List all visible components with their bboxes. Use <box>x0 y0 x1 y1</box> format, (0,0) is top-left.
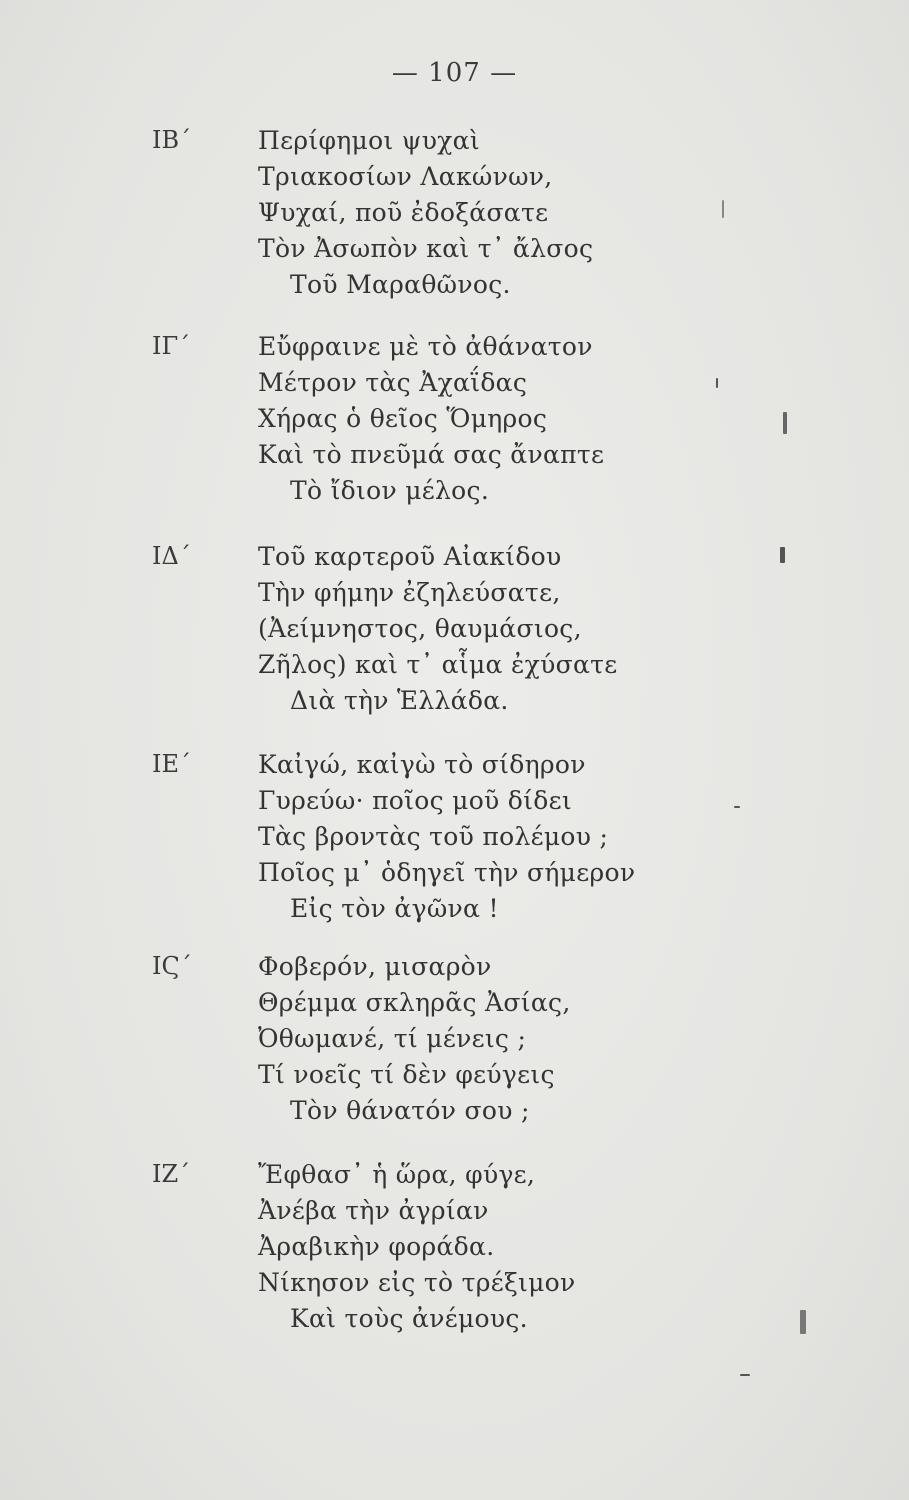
verse-line: Χήρας ὁ θεῖος Ὅμηρος <box>258 404 548 433</box>
stanza-numeral: IϚ΄ <box>152 952 192 980</box>
verse-line: Γυρεύω· ποῖος μοῦ δίδει <box>258 786 572 815</box>
verse-line: Καὶ τοὺς ἀνέμους. <box>290 1304 528 1333</box>
print-speck <box>734 806 740 808</box>
verse-line: Καὶ τὸ πνεῦμά σας ἄναπτε <box>258 440 605 469</box>
verse-line: Τοῦ Μαραθῶνος. <box>290 270 511 299</box>
verse-line: Νίκησον εἰς τὸ τρέξιμον <box>258 1268 576 1297</box>
verse-line: Τί νοεῖς τί δὲν φεύγεις <box>258 1060 555 1089</box>
print-speck <box>800 1310 806 1334</box>
stanza-numeral: IΖ΄ <box>152 1160 191 1188</box>
verse-line: Τὸν Ἀσωπὸν καὶ τ᾽ ἄλσος <box>258 234 594 263</box>
print-speck <box>783 412 787 434</box>
print-speck <box>722 200 724 218</box>
verse-line: Ψυχαί, ποῦ ἐδοξάσατε <box>258 198 549 227</box>
verse-line: Ἔφθασ᾽ ἡ ὥρα, φύγε, <box>258 1160 536 1189</box>
verse-line: Τὸν θάνατόν σου ; <box>290 1096 530 1125</box>
verse-line: Τὰς βροντὰς τοῦ πολέμου ; <box>258 822 609 851</box>
verse-line: Διὰ τὴν Ἑλλάδα. <box>290 686 509 715</box>
verse-line: Ἀραβικὴν φοράδα. <box>258 1232 495 1261</box>
print-speck <box>740 1374 750 1376</box>
verse-line: Θρέμμα σκληρᾶς Ἀσίας, <box>258 988 571 1017</box>
verse-line: Τὴν φήμην ἐζηλεύσατε, <box>258 578 561 607</box>
print-speck <box>780 547 785 563</box>
verse-line: Ὀθωμανέ, τί μένεις ; <box>258 1024 527 1053</box>
stanza-numeral: IΔ΄ <box>152 542 191 570</box>
page-number: — 107 — <box>391 58 518 88</box>
verse-line: Εὔφραινε μὲ τὸ ἀθάνατον <box>258 332 593 361</box>
stanza-numeral: IΓ΄ <box>152 332 191 360</box>
stanza-numeral: IΒ΄ <box>152 126 192 154</box>
verse-line: Ζῆλος) καὶ τ᾽ αἷμα ἐχύσατε <box>258 650 618 679</box>
verse-line: Τοῦ καρτεροῦ Αἰακίδου <box>258 542 562 571</box>
verse-line: Ποῖος μ᾽ ὁδηγεῖ τὴν σήμερον <box>258 858 636 887</box>
verse-line: (Ἀείμνηστος, θαυμάσιος, <box>258 614 582 643</box>
print-speck <box>716 378 718 388</box>
verse-line: Ἀνέβα τὴν ἀγρίαν <box>258 1196 489 1225</box>
verse-line: Περίφημοι ψυχαὶ <box>258 126 480 155</box>
verse-line: Μέτρον τὰς Ἀχαΐδας <box>258 368 528 397</box>
stanza-numeral: IΕ΄ <box>152 750 191 778</box>
verse-line: Φοβερόν, μισαρὸν <box>258 952 492 981</box>
verse-line: Τὸ ἴδιον μέλος. <box>290 476 490 505</box>
verse-line: Καἰγώ, καἰγὼ τὸ σίδηρον <box>258 750 586 779</box>
verse-line: Τριακοσίων Λακώνων, <box>258 162 553 191</box>
verse-line: Εἰς τὸν ἀγῶνα ! <box>290 894 499 923</box>
